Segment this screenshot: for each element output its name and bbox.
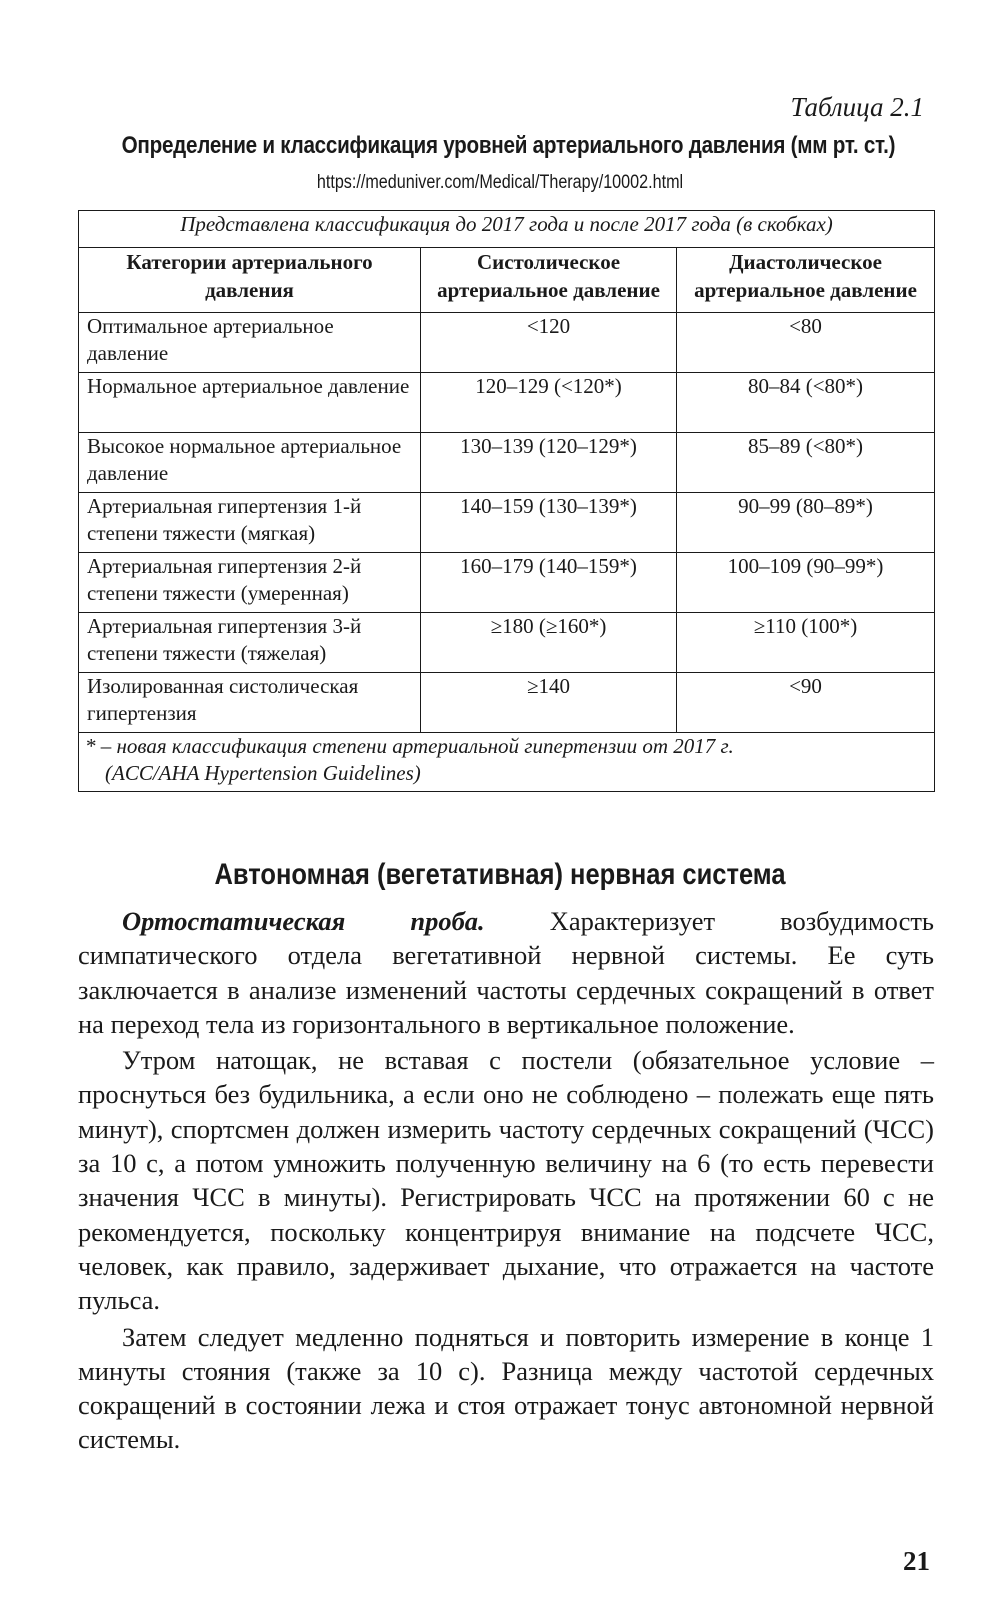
source-url: https://meduniver.com/Medical/Therapy/10002.html <box>316 172 684 193</box>
table-row <box>79 553 935 613</box>
systolic-cell: <120 <box>421 313 677 373</box>
table-note: Представлена классификация до 2017 года и после 2017 года (в скобках) <box>79 211 935 248</box>
category-cell: Оптимальное артериальное давление <box>79 313 421 373</box>
category-cell: Артериальная гипертензия 2-й степени тяжести (умеренная) <box>79 553 421 613</box>
table-title: Определение и классификация уровней артериального давления (мм рт. ст.) <box>121 132 896 159</box>
systolic-cell: 140–159 (130–139*) <box>421 493 677 553</box>
footnote-line-1: * – новая классификация степени артериальной гипертензии от 2017 г. <box>85 734 734 758</box>
diastolic-cell: ≥110 (100*) <box>677 613 935 673</box>
systolic-cell: ≥140 <box>421 673 677 733</box>
paragraph-3: Затем следует медленно подняться и повторить измерение в конце 1 минуты стояния (также за 10 с). Разница между частотой сердечных сокращений в состоянии лежа и стоя отражает тонус автономной нервной системы. <box>78 1321 934 1455</box>
diastolic-cell: 100–109 (90–99*) <box>677 553 935 613</box>
page-number: 21 <box>903 1546 930 1576</box>
systolic-cell: 160–179 (140–159*) <box>421 553 677 613</box>
table-row <box>79 613 935 673</box>
table-row <box>79 373 935 433</box>
diastolic-cell: 85–89 (<80*) <box>677 433 935 493</box>
systolic-cell: 120–129 (<120*) <box>421 373 677 433</box>
paragraph-1-lead: Ортостатическая проба. <box>122 906 485 936</box>
column-header-systolic: Систолическое артериальное давление <box>421 248 677 313</box>
table-row <box>79 673 935 733</box>
footnote-line-2: (ACC/AHA Hypertension Guidelines) <box>105 761 421 785</box>
category-cell: Артериальная гипертензия 3-й степени тяжести (тяжелая) <box>79 613 421 673</box>
category-cell: Изолированная систолическая гипертензия <box>79 673 421 733</box>
category-cell: Нормальное артериальное давление <box>79 373 421 433</box>
table-footnote-row <box>79 733 935 792</box>
table-row <box>79 313 935 373</box>
category-cell: Высокое нормальное артериальное давление <box>79 433 421 493</box>
table-header-row <box>79 248 935 313</box>
column-header-category: Категории артериального давления <box>79 248 421 313</box>
column-header-diastolic: Диастолическое артериальное давление <box>677 248 935 313</box>
table-row <box>79 433 935 493</box>
body-text <box>78 904 934 1459</box>
table-label: Таблица 2.1 <box>790 92 924 122</box>
paragraph-2: Утром натощак, не вставая с постели (обязательное условие – проснуться без будильника, а если оно не соблюдено – полежать еще пять минут), спортсмен должен измерить частоту сердечных сокращений (ЧСС) за 10 с, а потом умножить полученную величину на 6 (то есть перевести значения ЧСС в минуты). Регистрировать ЧСС на протяжении 60 с не рекомендуется, поскольку концентрируя внимание на подсчете ЧСС, человек, как правило, задерживает дыхание, что отражается на частоте пульса. <box>78 1045 934 1316</box>
diastolic-cell: <80 <box>677 313 935 373</box>
section-heading: Автономная (вегетативная) нервная система <box>214 858 786 891</box>
paragraph-1 <box>78 904 934 1041</box>
diastolic-cell: <90 <box>677 673 935 733</box>
table-footnote <box>79 733 935 792</box>
blood-pressure-table <box>78 210 935 792</box>
diastolic-cell: 80–84 (<80*) <box>677 373 935 433</box>
paragraph-1-text: Характеризует возбудимость симпатического отдела вегетативной нервной системы. Ее суть заключается в анализе изменений частоты сердечных сокращений в ответ на переход тела из горизонтального в вертикальное положение. <box>78 906 934 1039</box>
diastolic-cell: 90–99 (80–89*) <box>677 493 935 553</box>
systolic-cell: ≥180 (≥160*) <box>421 613 677 673</box>
category-cell: Артериальная гипертензия 1-й степени тяжести (мягкая) <box>79 493 421 553</box>
systolic-cell: 130–139 (120–129*) <box>421 433 677 493</box>
table-note-row <box>79 211 935 248</box>
table-row <box>79 493 935 553</box>
